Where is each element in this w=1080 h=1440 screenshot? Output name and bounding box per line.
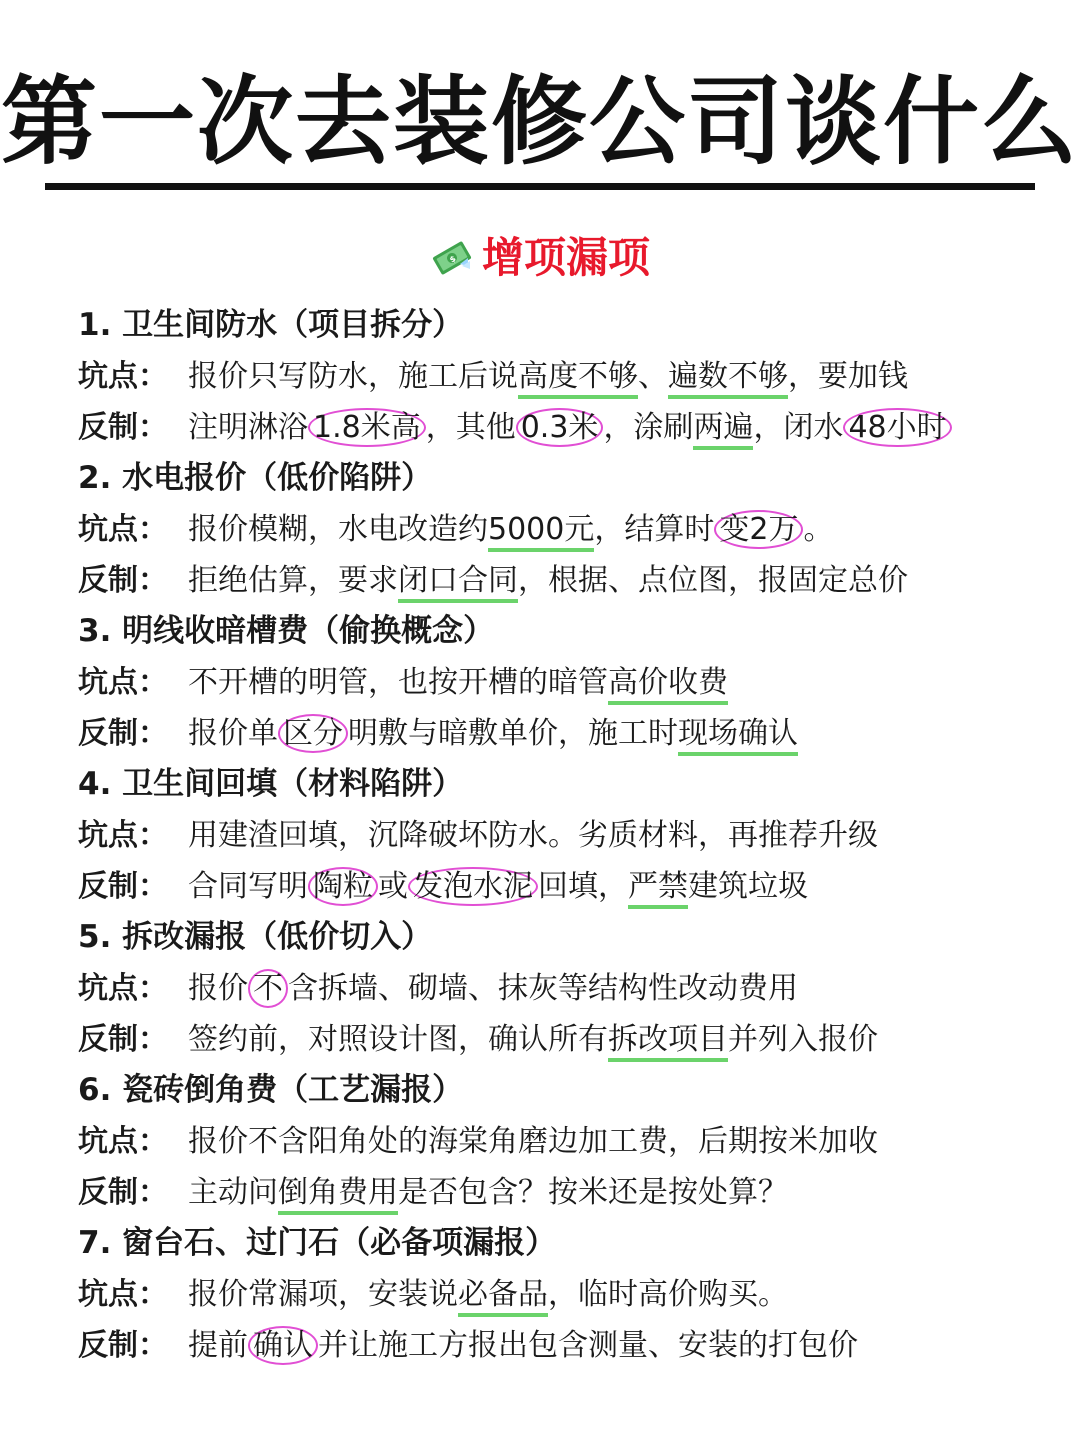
circled-keyword: 48小时 (843, 408, 951, 447)
list-item (78, 1218, 1038, 1371)
pit-line (78, 504, 1038, 555)
circled-keyword: 陶粒 (308, 867, 378, 906)
page-title: 第一次去装修公司谈什么 (1, 66, 1079, 178)
item-title: 7. 窗台石、过门石（必备项漏报） (78, 1225, 557, 1261)
text-segment: ，涂刷 (603, 410, 694, 445)
circled-keyword: 确认 (248, 1326, 318, 1365)
text-segment: ，根据、点位图，报固定总价 (518, 563, 908, 598)
underlined-keyword: 高度不够 (518, 359, 638, 399)
circled-keyword: 区分 (278, 714, 348, 753)
item-title: 1. 卫生间防水（项目拆分） (78, 307, 464, 343)
underlined-keyword: 倒角费用 (278, 1175, 398, 1215)
underlined-keyword: 遍数不够 (668, 359, 788, 399)
text-segment: 并让施工方报出包含测量、安装的打包价 (318, 1328, 858, 1363)
text-segment: ，临时高价购买。 (548, 1277, 788, 1312)
pit-line (78, 810, 1038, 861)
text-segment: 、 (638, 359, 668, 394)
text-segment: ，闭水 (753, 410, 844, 445)
counter-line (78, 402, 1038, 453)
svg-text:$: $ (448, 254, 458, 265)
text-segment: 是否包含？按米还是按处算？ (398, 1175, 788, 1210)
list-item (78, 453, 1038, 606)
text-segment: 建筑垃圾 (688, 869, 808, 904)
circled-keyword: 发泡水泥 (408, 867, 538, 906)
pit-label: 坑点： (78, 1124, 168, 1159)
text-segment: 报价只写防水，施工后说 (188, 359, 518, 394)
underlined-keyword: 必备品 (458, 1277, 548, 1317)
counter-line (78, 1320, 1038, 1371)
text-segment: 含拆墙、砌墙、抹灰等结构性改动费用 (288, 971, 798, 1006)
item-title: 3. 明线收暗槽费（偷换概念） (78, 613, 495, 649)
text-segment: 用建渣回填，沉降破坏防水。劣质材料，再推荐升级 (188, 818, 878, 853)
pit-label: 坑点： (78, 971, 168, 1006)
pit-label: 坑点： (78, 512, 168, 547)
text-segment: ，其他 (425, 410, 516, 445)
text-segment: 明敷与暗敷单价，施工时 (348, 716, 678, 751)
text-segment: 。 (803, 512, 834, 547)
text-segment: 主动问 (188, 1175, 278, 1210)
counter-line (78, 1167, 1038, 1218)
pit-line (78, 963, 1038, 1014)
text-segment: 合同写明 (188, 869, 308, 904)
circled-keyword: 不 (248, 969, 288, 1008)
section-header (0, 228, 1080, 288)
text-segment: 并列入报价 (728, 1022, 878, 1057)
title-divider (45, 183, 1035, 190)
text-segment: 或 (378, 869, 408, 904)
counter-label: 反制： (78, 1175, 168, 1210)
counter-label: 反制： (78, 1328, 168, 1363)
text-segment: 报价常漏项，安装说 (188, 1277, 458, 1312)
counter-label: 反制： (78, 410, 168, 445)
text-segment: 报价不含阳角处的海棠角磨边加工费，后期按米加收 (188, 1124, 878, 1159)
item-title: 5. 拆改漏报（低价切入） (78, 919, 433, 955)
pit-label: 坑点： (78, 665, 168, 700)
underlined-keyword: 严禁 (628, 869, 688, 909)
counter-label: 反制： (78, 563, 168, 598)
text-segment: 提前 (188, 1328, 248, 1363)
text-segment: ，结算时 (594, 512, 715, 547)
counter-line (78, 1014, 1038, 1065)
item-list (78, 300, 1038, 1371)
text-segment: 拒绝估算，要求 (188, 563, 398, 598)
circled-keyword: 0.3米 (516, 408, 604, 447)
money-icon (430, 236, 474, 280)
pit-line (78, 657, 1038, 708)
text-segment: ，要加钱 (788, 359, 908, 394)
counter-line (78, 708, 1038, 759)
list-item (78, 759, 1038, 912)
counter-label: 反制： (78, 1022, 168, 1057)
list-item (78, 1065, 1038, 1218)
text-segment: 报价单 (188, 716, 278, 751)
counter-label: 反制： (78, 869, 168, 904)
pit-label: 坑点： (78, 818, 168, 853)
underlined-keyword: 拆改项目 (608, 1022, 728, 1062)
list-item (78, 300, 1038, 453)
counter-label: 反制： (78, 716, 168, 751)
circled-keyword: 变2万 (714, 510, 803, 549)
underlined-keyword: 两遍 (693, 410, 753, 450)
underlined-keyword: 现场确认 (678, 716, 798, 756)
item-title: 2. 水电报价（低价陷阱） (78, 460, 433, 496)
counter-line (78, 555, 1038, 606)
pit-line (78, 1269, 1038, 1320)
text-segment: 不开槽的明管，也按开槽的暗管 (188, 665, 608, 700)
underlined-keyword: 高价收费 (608, 665, 728, 705)
pit-label: 坑点： (78, 1277, 168, 1312)
pit-label: 坑点： (78, 359, 168, 394)
text-segment: 回填， (538, 869, 628, 904)
circled-keyword: 1.8米高 (308, 408, 426, 447)
text-segment: 报价模糊，水电改造约 (188, 512, 488, 547)
underlined-keyword: 5000元 (488, 512, 594, 552)
pit-line (78, 351, 1038, 402)
list-item (78, 912, 1038, 1065)
item-title: 6. 瓷砖倒角费（工艺漏报） (78, 1072, 464, 1108)
underlined-keyword: 闭口合同 (398, 563, 518, 603)
counter-line (78, 861, 1038, 912)
item-title: 4. 卫生间回填（材料陷阱） (78, 766, 464, 802)
pit-line (78, 1116, 1038, 1167)
text-segment: 注明淋浴 (188, 410, 308, 445)
list-item (78, 606, 1038, 759)
text-segment: 签约前，对照设计图，确认所有 (188, 1022, 608, 1057)
section-label: 增项漏项 (481, 233, 650, 282)
text-segment: 报价 (188, 971, 248, 1006)
